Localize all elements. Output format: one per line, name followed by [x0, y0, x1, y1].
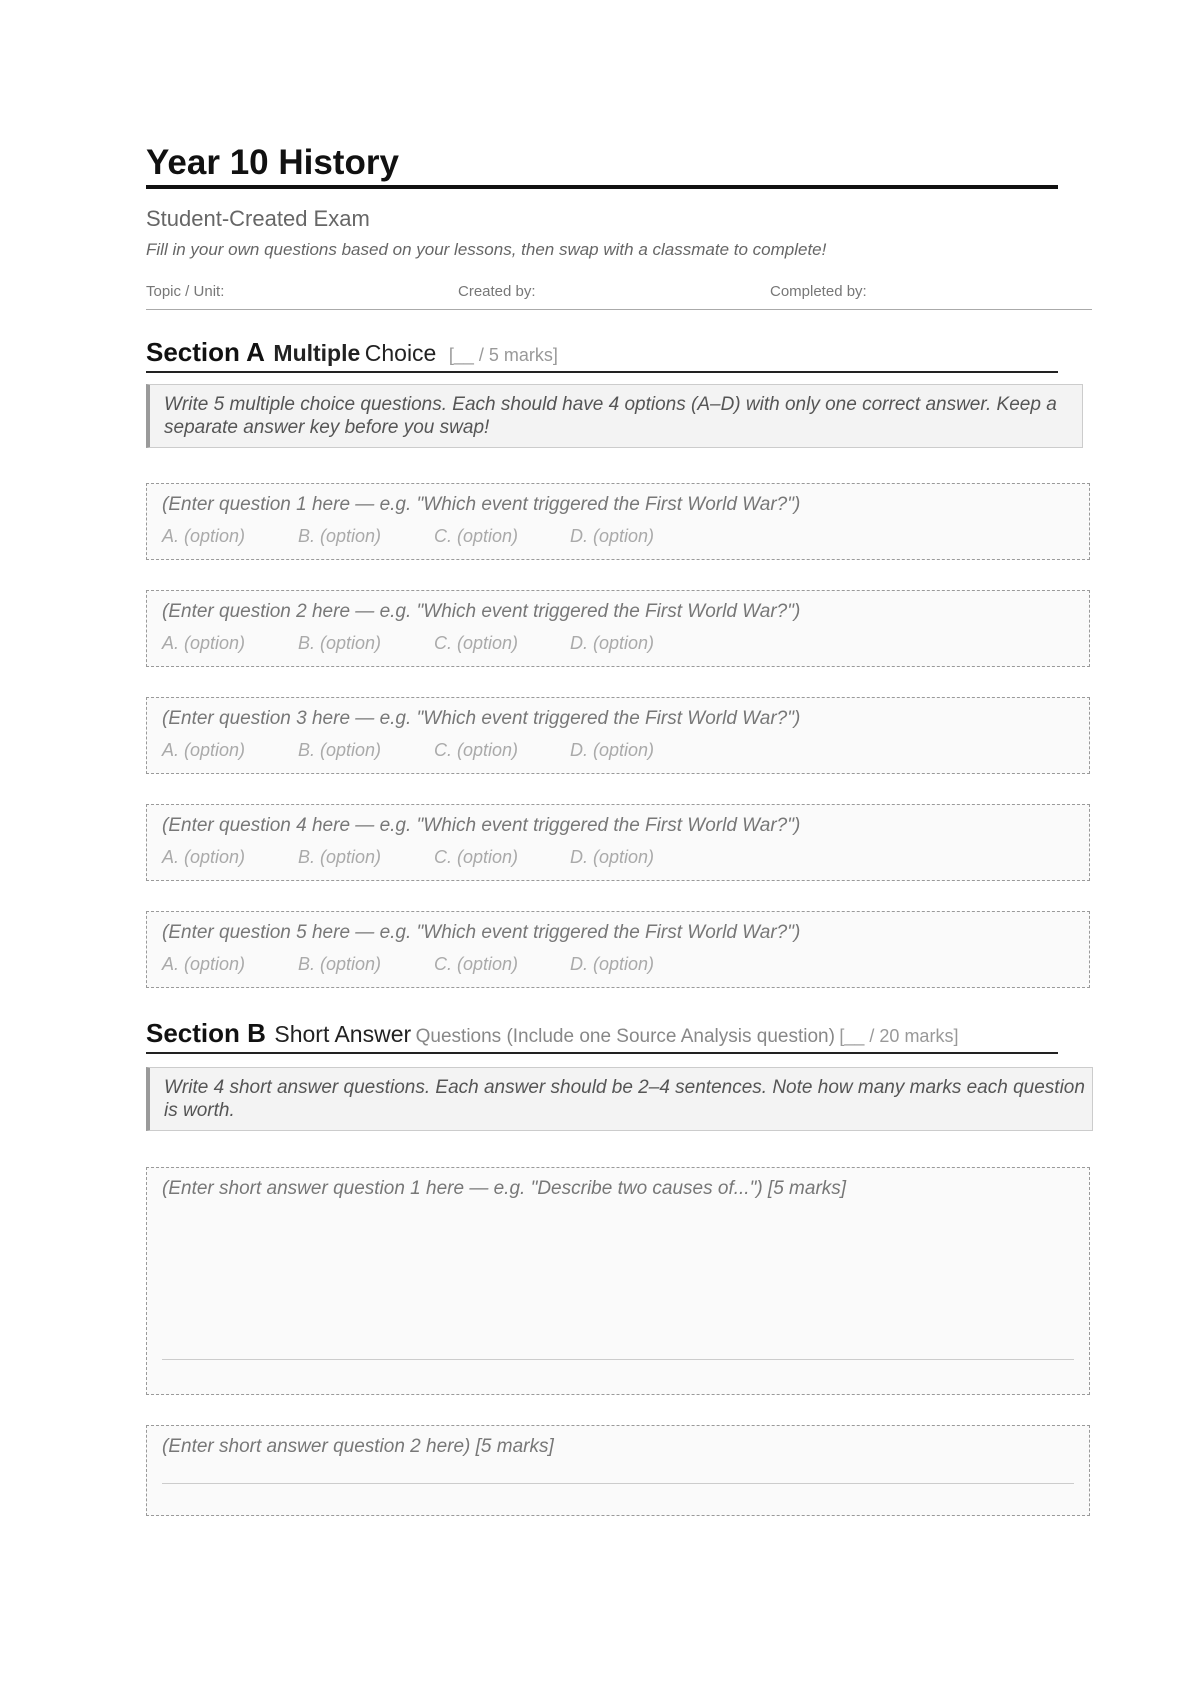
mc-option-a[interactable]: A. (option): [162, 526, 246, 546]
short-answer-question-2[interactable]: [146, 1425, 1090, 1516]
mc-option-b[interactable]: B. (option): [298, 954, 382, 974]
created-by-field-label[interactable]: Created by:: [458, 283, 536, 300]
mc-option-b[interactable]: B. (option): [298, 847, 382, 867]
mc-option-a[interactable]: A. (option): [162, 740, 246, 760]
section-a-label: Section A: [146, 337, 265, 367]
mc-option-b[interactable]: B. (option): [298, 526, 382, 546]
mc-question-1[interactable]: [146, 483, 1090, 560]
page-subtitle: Student-Created Exam: [146, 206, 370, 231]
mc-question-text[interactable]: (Enter question 4 here — e.g. "Which event triggered the First World War?"): [162, 815, 801, 836]
exam-meta-fields: [146, 281, 1092, 310]
section-b-heading: [146, 1018, 1058, 1054]
mc-question-3[interactable]: [146, 697, 1090, 774]
mc-option-d[interactable]: D. (option): [570, 633, 655, 653]
mc-question-text[interactable]: (Enter question 5 here — e.g. "Which event triggered the First World War?"): [162, 922, 801, 943]
short-answer-question-text[interactable]: (Enter short answer question 1 here — e.g. "Describe two causes of...") [5 marks]: [162, 1178, 847, 1199]
short-answer-question-text[interactable]: (Enter short answer question 2 here) [5 marks]: [162, 1436, 554, 1457]
topic-field-label[interactable]: Topic / Unit:: [146, 283, 225, 300]
mc-option-a[interactable]: A. (option): [162, 633, 246, 653]
section-b-subtitle: Questions (Include one Source Analysis question): [415, 1026, 835, 1047]
page-instructions: Fill in your own questions based on your lessons, then swap with a classmate to complete!: [146, 240, 827, 259]
section-a-marks: [__ / 5 marks]: [448, 345, 558, 365]
page-title: Year 10 History: [146, 143, 1058, 189]
short-answer-question-1[interactable]: [146, 1167, 1090, 1395]
completed-by-field-label[interactable]: Completed by:: [770, 283, 867, 300]
mc-question-5[interactable]: [146, 911, 1090, 988]
section-a-name: Choice: [364, 340, 437, 366]
answer-line: [162, 1359, 1074, 1360]
mc-question-2[interactable]: [146, 590, 1090, 667]
mc-option-d[interactable]: D. (option): [570, 526, 655, 546]
mc-option-a[interactable]: A. (option): [162, 954, 246, 974]
section-b-marks: [__ / 20 marks]: [839, 1026, 959, 1046]
section-b-info: Write 4 short answer questions. Each answer should be 2–4 sentences. Note how many marks each question is worth.: [146, 1067, 1093, 1131]
section-b-name: Short Answer: [274, 1021, 412, 1047]
mc-option-b[interactable]: B. (option): [298, 740, 382, 760]
section-a-info: Write 5 multiple choice questions. Each should have 4 options (A–D) with only one correct answer. Keep a separate answer key before you swap!: [146, 384, 1083, 448]
mc-option-d[interactable]: D. (option): [570, 954, 655, 974]
section-b-label: Section B: [146, 1018, 266, 1048]
mc-option-d[interactable]: D. (option): [570, 847, 655, 867]
mc-option-c[interactable]: C. (option): [434, 526, 519, 546]
mc-option-c[interactable]: C. (option): [434, 847, 519, 867]
mc-option-d[interactable]: D. (option): [570, 740, 655, 760]
mc-question-4[interactable]: [146, 804, 1090, 881]
mc-option-b[interactable]: B. (option): [298, 633, 382, 653]
mc-option-c[interactable]: C. (option): [434, 954, 519, 974]
mc-question-text[interactable]: (Enter question 3 here — e.g. "Which event triggered the First World War?"): [162, 708, 801, 729]
section-a-heading: [146, 337, 1058, 373]
answer-line: [162, 1483, 1074, 1484]
section-a-name-bold: Multiple: [273, 340, 361, 366]
mc-question-text[interactable]: (Enter question 2 here — e.g. "Which event triggered the First World War?"): [162, 601, 801, 622]
mc-option-a[interactable]: A. (option): [162, 847, 246, 867]
mc-option-c[interactable]: C. (option): [434, 633, 519, 653]
mc-option-c[interactable]: C. (option): [434, 740, 519, 760]
mc-question-text[interactable]: (Enter question 1 here — e.g. "Which event triggered the First World War?"): [162, 494, 801, 515]
